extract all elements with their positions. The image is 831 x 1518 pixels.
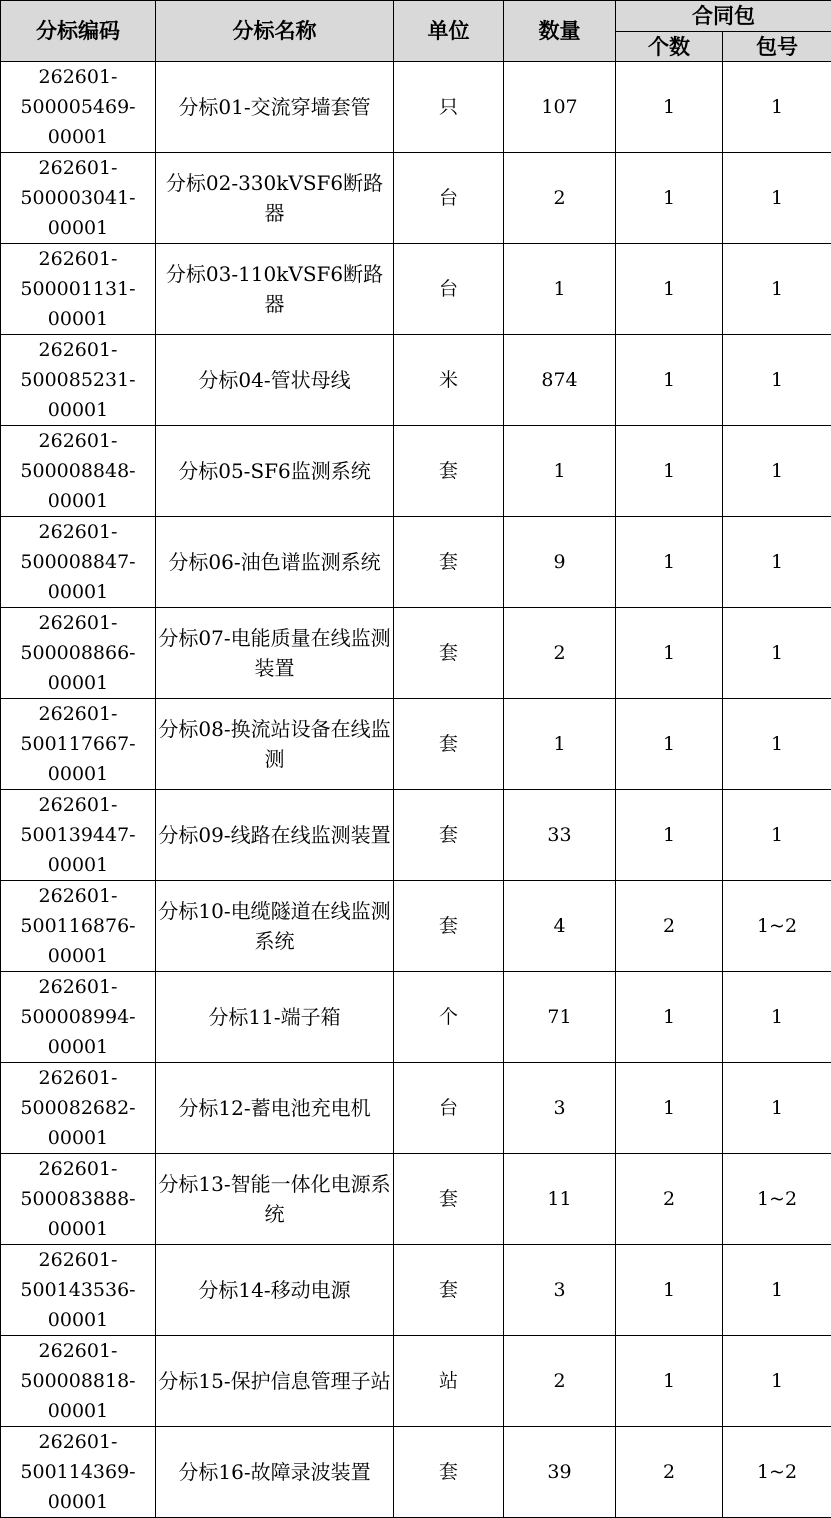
cell-package-number: 1	[723, 1245, 831, 1336]
cell-unit: 套	[394, 1427, 504, 1518]
cell-name: 分标15-保护信息管理子站	[156, 1336, 394, 1427]
cell-quantity: 39	[504, 1427, 616, 1518]
code-line: 500001131-	[3, 274, 153, 304]
table-row	[1, 1245, 831, 1336]
cell-quantity: 3	[504, 1063, 616, 1154]
cell-name: 分标03-110kVSF6断路器	[156, 244, 394, 335]
code-line: 262601-	[3, 426, 153, 456]
cell-unit: 套	[394, 1245, 504, 1336]
cell-name: 分标16-故障录波装置	[156, 1427, 394, 1518]
cell-package-number: 1~2	[723, 1154, 831, 1245]
code-line: 00001	[3, 1032, 153, 1062]
cell-package-number: 1	[723, 699, 831, 790]
header-name: 分标名称	[156, 1, 394, 62]
cell-package-number: 1	[723, 426, 831, 517]
cell-count: 2	[616, 1427, 723, 1518]
code-line: 500005469-	[3, 92, 153, 122]
cell-package-number: 1~2	[723, 881, 831, 972]
code-line: 262601-	[3, 244, 153, 274]
header-count: 个数	[616, 32, 723, 62]
code-line: 262601-	[3, 1245, 153, 1275]
cell-package-number: 1~2	[723, 1427, 831, 1518]
cell-code	[1, 517, 156, 608]
cell-name: 分标01-交流穿墙套管	[156, 62, 394, 153]
code-line: 262601-	[3, 881, 153, 911]
table-row	[1, 881, 831, 972]
cell-code	[1, 335, 156, 426]
code-line: 00001	[3, 1305, 153, 1335]
cell-quantity: 11	[504, 1154, 616, 1245]
cell-name: 分标10-电缆隧道在线监测系统	[156, 881, 394, 972]
code-line: 262601-	[3, 62, 153, 92]
cell-unit: 台	[394, 153, 504, 244]
code-line: 00001	[3, 1396, 153, 1426]
cell-count: 1	[616, 62, 723, 153]
cell-code	[1, 1154, 156, 1245]
cell-code	[1, 699, 156, 790]
cell-package-number: 1	[723, 790, 831, 881]
cell-package-number: 1	[723, 608, 831, 699]
cell-unit: 套	[394, 1154, 504, 1245]
cell-quantity: 874	[504, 335, 616, 426]
cell-code	[1, 244, 156, 335]
table-row	[1, 699, 831, 790]
cell-name: 分标14-移动电源	[156, 1245, 394, 1336]
table-row	[1, 62, 831, 153]
cell-name: 分标09-线路在线监测装置	[156, 790, 394, 881]
code-line: 262601-	[3, 1154, 153, 1184]
cell-unit: 个	[394, 972, 504, 1063]
code-line: 500008848-	[3, 456, 153, 486]
cell-code	[1, 790, 156, 881]
cell-name: 分标08-换流站设备在线监测	[156, 699, 394, 790]
code-line: 00001	[3, 577, 153, 607]
cell-unit: 套	[394, 426, 504, 517]
table-row	[1, 790, 831, 881]
code-line: 262601-	[3, 972, 153, 1002]
code-line: 00001	[3, 1214, 153, 1244]
cell-unit: 套	[394, 517, 504, 608]
code-line: 500143536-	[3, 1275, 153, 1305]
cell-code	[1, 62, 156, 153]
code-line: 500008994-	[3, 1002, 153, 1032]
cell-count: 2	[616, 881, 723, 972]
cell-unit: 套	[394, 699, 504, 790]
cell-code	[1, 1336, 156, 1427]
cell-count: 1	[616, 1245, 723, 1336]
cell-count: 1	[616, 972, 723, 1063]
cell-quantity: 2	[504, 153, 616, 244]
code-line: 00001	[3, 304, 153, 334]
code-line: 00001	[3, 1487, 153, 1517]
code-line: 500003041-	[3, 183, 153, 213]
cell-quantity: 1	[504, 699, 616, 790]
table-row	[1, 335, 831, 426]
table-row	[1, 1063, 831, 1154]
cell-name: 分标12-蓄电池充电机	[156, 1063, 394, 1154]
cell-unit: 台	[394, 244, 504, 335]
cell-package-number: 1	[723, 1336, 831, 1427]
cell-package-number: 1	[723, 517, 831, 608]
cell-code	[1, 426, 156, 517]
code-line: 500114369-	[3, 1457, 153, 1487]
code-line: 500085231-	[3, 365, 153, 395]
cell-package-number: 1	[723, 1063, 831, 1154]
cell-count: 1	[616, 244, 723, 335]
cell-code	[1, 1427, 156, 1518]
header-contract-package: 合同包	[616, 1, 831, 32]
cell-name: 分标13-智能一体化电源系统	[156, 1154, 394, 1245]
code-line: 00001	[3, 668, 153, 698]
table-row	[1, 1336, 831, 1427]
cell-unit: 套	[394, 881, 504, 972]
code-line: 00001	[3, 486, 153, 516]
cell-name: 分标04-管状母线	[156, 335, 394, 426]
table-row	[1, 1154, 831, 1245]
code-line: 00001	[3, 395, 153, 425]
table-row	[1, 153, 831, 244]
header-unit: 单位	[394, 1, 504, 62]
table-row	[1, 608, 831, 699]
cell-name: 分标05-SF6监测系统	[156, 426, 394, 517]
cell-package-number: 1	[723, 244, 831, 335]
cell-package-number: 1	[723, 153, 831, 244]
cell-quantity: 1	[504, 244, 616, 335]
cell-code	[1, 972, 156, 1063]
cell-unit: 台	[394, 1063, 504, 1154]
code-line: 262601-	[3, 517, 153, 547]
code-line: 500008866-	[3, 638, 153, 668]
code-line: 262601-	[3, 1427, 153, 1457]
header-qty: 数量	[504, 1, 616, 62]
cell-quantity: 33	[504, 790, 616, 881]
cell-quantity: 1	[504, 426, 616, 517]
cell-unit: 套	[394, 790, 504, 881]
code-line: 262601-	[3, 699, 153, 729]
cell-count: 1	[616, 699, 723, 790]
cell-code	[1, 881, 156, 972]
cell-code	[1, 1245, 156, 1336]
code-line: 00001	[3, 1123, 153, 1153]
code-line: 00001	[3, 122, 153, 152]
code-line: 500082682-	[3, 1093, 153, 1123]
code-line: 262601-	[3, 335, 153, 365]
cell-package-number: 1	[723, 62, 831, 153]
code-line: 500139447-	[3, 820, 153, 850]
code-line: 262601-	[3, 1063, 153, 1093]
code-line: 500117667-	[3, 729, 153, 759]
cell-count: 1	[616, 517, 723, 608]
code-line: 500083888-	[3, 1184, 153, 1214]
cell-count: 1	[616, 335, 723, 426]
table-body	[1, 62, 831, 1518]
cell-count: 1	[616, 1063, 723, 1154]
code-line: 262601-	[3, 608, 153, 638]
cell-quantity: 2	[504, 608, 616, 699]
cell-count: 1	[616, 790, 723, 881]
cell-unit: 站	[394, 1336, 504, 1427]
code-line: 00001	[3, 759, 153, 789]
code-line: 500008818-	[3, 1366, 153, 1396]
table-row	[1, 1427, 831, 1518]
cell-name: 分标11-端子箱	[156, 972, 394, 1063]
cell-name: 分标07-电能质量在线监测装置	[156, 608, 394, 699]
cell-quantity: 9	[504, 517, 616, 608]
table-row	[1, 244, 831, 335]
cell-quantity: 4	[504, 881, 616, 972]
header-code: 分标编码	[1, 1, 156, 62]
cell-package-number: 1	[723, 972, 831, 1063]
code-line: 262601-	[3, 1336, 153, 1366]
code-line: 00001	[3, 850, 153, 880]
header-package-number: 包号	[723, 32, 831, 62]
code-line: 262601-	[3, 153, 153, 183]
cell-count: 1	[616, 153, 723, 244]
header-row-1	[1, 1, 831, 32]
cell-unit: 只	[394, 62, 504, 153]
cell-count: 1	[616, 608, 723, 699]
cell-count: 2	[616, 1154, 723, 1245]
cell-quantity: 2	[504, 1336, 616, 1427]
cell-count: 1	[616, 426, 723, 517]
cell-count: 1	[616, 1336, 723, 1427]
table-row	[1, 517, 831, 608]
code-line: 500008847-	[3, 547, 153, 577]
cell-unit: 米	[394, 335, 504, 426]
cell-unit: 套	[394, 608, 504, 699]
cell-name: 分标02-330kVSF6断路器	[156, 153, 394, 244]
cell-quantity: 107	[504, 62, 616, 153]
code-line: 00001	[3, 213, 153, 243]
cell-name: 分标06-油色谱监测系统	[156, 517, 394, 608]
cell-quantity: 71	[504, 972, 616, 1063]
code-line: 00001	[3, 941, 153, 971]
cell-code	[1, 608, 156, 699]
code-line: 262601-	[3, 790, 153, 820]
cell-quantity: 3	[504, 1245, 616, 1336]
code-line: 500116876-	[3, 911, 153, 941]
cell-code	[1, 1063, 156, 1154]
cell-code	[1, 153, 156, 244]
table-row	[1, 426, 831, 517]
cell-package-number: 1	[723, 335, 831, 426]
table-row	[1, 972, 831, 1063]
